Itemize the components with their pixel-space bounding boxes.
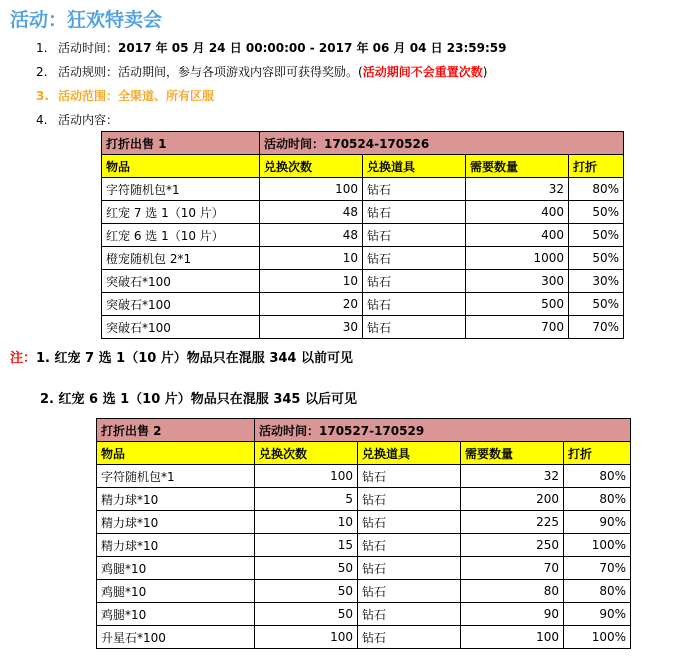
note-1	[10, 347, 353, 366]
cell-count: 50	[255, 580, 358, 603]
cell-item: 精力球*10	[97, 488, 255, 511]
cell-currency: 钻石	[363, 178, 466, 201]
table-time: 活动时间：170527-170529	[255, 419, 631, 442]
table-header-row	[97, 442, 631, 465]
table-row	[102, 316, 624, 339]
table-title-row	[102, 132, 624, 155]
cell-discount: 100%	[564, 626, 631, 649]
cell-count: 30	[260, 316, 363, 339]
activity-time-item	[36, 40, 506, 56]
cell-discount: 80%	[569, 178, 624, 201]
cell-amount: 700	[466, 316, 569, 339]
table-header-row	[102, 155, 624, 178]
rules-highlight: 活动期间不会重置次数	[362, 65, 483, 79]
cell-currency: 钻石	[358, 488, 461, 511]
cell-item: 突破石*100	[102, 293, 260, 316]
activity-time-value: 2017 年 05 月 24 日 00:00:00 - 2017 年 06 月 04 日 23:59:59	[118, 41, 507, 55]
header-amount: 需要数量	[466, 155, 569, 178]
cell-count: 5	[255, 488, 358, 511]
cell-amount: 500	[466, 293, 569, 316]
cell-amount: 200	[461, 488, 564, 511]
table-row	[97, 534, 631, 557]
header-discount: 打折	[569, 155, 624, 178]
cell-amount: 400	[466, 201, 569, 224]
item-number: 3.	[36, 89, 49, 103]
cell-item: 突破石*100	[102, 270, 260, 293]
cell-currency: 钻石	[363, 224, 466, 247]
header-item: 物品	[102, 155, 260, 178]
cell-discount: 80%	[564, 465, 631, 488]
table-title-row	[97, 419, 631, 442]
cell-amount: 32	[461, 465, 564, 488]
cell-discount: 50%	[569, 201, 624, 224]
table-row	[97, 511, 631, 534]
cell-amount: 400	[466, 224, 569, 247]
cell-discount: 70%	[564, 557, 631, 580]
cell-item: 升星石*100	[97, 626, 255, 649]
table-row	[97, 488, 631, 511]
activity-rules-item	[36, 64, 487, 80]
header-count: 兑换次数	[260, 155, 363, 178]
note-1-text: 1. 红宠 7 选 1（10 片）物品只在混服 344 以前可见	[36, 351, 353, 366]
note-2	[40, 388, 357, 407]
item-number: 1.	[36, 41, 48, 55]
note-2-text: 2. 红宠 6 选 1（10 片）物品只在混服 345 以后可见	[40, 392, 357, 407]
cell-discount: 50%	[569, 293, 624, 316]
page-title: 活动：狂欢特卖会	[10, 9, 163, 31]
cell-currency: 钻石	[363, 293, 466, 316]
cell-discount: 100%	[564, 534, 631, 557]
table-row	[97, 580, 631, 603]
cell-count: 50	[255, 603, 358, 626]
item-number: 2.	[36, 65, 48, 79]
header-currency: 兑换道具	[358, 442, 461, 465]
cell-currency: 钻石	[358, 626, 461, 649]
cell-count: 100	[260, 178, 363, 201]
cell-currency: 钻石	[363, 316, 466, 339]
cell-currency: 钻石	[358, 580, 461, 603]
activity-content-text: 活动内容：	[58, 113, 119, 127]
cell-currency: 钻石	[358, 511, 461, 534]
cell-count: 100	[255, 626, 358, 649]
cell-count: 48	[260, 224, 363, 247]
table-row	[102, 178, 624, 201]
cell-currency: 钻石	[358, 603, 461, 626]
cell-item: 鸡腿*10	[97, 603, 255, 626]
activity-content-item	[36, 112, 118, 128]
table-name: 打折出售 2	[97, 419, 255, 442]
item-number: 4.	[36, 113, 48, 127]
cell-count: 50	[255, 557, 358, 580]
activity-time-label: 活动时间：	[58, 41, 119, 55]
activity-scope-item	[36, 88, 214, 104]
cell-item: 精力球*10	[97, 534, 255, 557]
cell-item: 精力球*10	[97, 511, 255, 534]
table-row	[97, 557, 631, 580]
table-row	[102, 270, 624, 293]
cell-item: 字符随机包*1	[97, 465, 255, 488]
cell-amount: 250	[461, 534, 564, 557]
cell-count: 10	[260, 270, 363, 293]
cell-discount: 50%	[569, 247, 624, 270]
discount-table-2	[96, 418, 631, 649]
activity-scope-text: 活动范围：全渠道、所有区服	[58, 89, 215, 103]
activity-rules-label: 活动规则：活动期间，参与各项游戏内容即可获得奖励。(	[58, 65, 363, 79]
cell-amount: 90	[461, 603, 564, 626]
cell-item: 红宠 6 选 1（10 片）	[102, 224, 260, 247]
table-row	[97, 465, 631, 488]
cell-item: 鸡腿*10	[97, 557, 255, 580]
header-amount: 需要数量	[461, 442, 564, 465]
cell-discount: 90%	[564, 511, 631, 534]
cell-amount: 70	[461, 557, 564, 580]
table-time: 活动时间：170524-170526	[260, 132, 624, 155]
cell-count: 10	[255, 511, 358, 534]
header-currency: 兑换道具	[363, 155, 466, 178]
cell-currency: 钻石	[358, 534, 461, 557]
cell-currency: 钻石	[358, 557, 461, 580]
cell-amount: 32	[466, 178, 569, 201]
cell-amount: 80	[461, 580, 564, 603]
header-item: 物品	[97, 442, 255, 465]
cell-discount: 30%	[569, 270, 624, 293]
cell-count: 10	[260, 247, 363, 270]
discount-table-1	[101, 131, 624, 339]
cell-item: 橙宠随机包 2*1	[102, 247, 260, 270]
cell-item: 红宠 7 选 1（10 片）	[102, 201, 260, 224]
table-row	[97, 603, 631, 626]
table-row	[97, 626, 631, 649]
table-row	[102, 293, 624, 316]
note-prefix: 注：	[10, 351, 37, 366]
cell-discount: 50%	[569, 224, 624, 247]
cell-discount: 80%	[564, 580, 631, 603]
cell-currency: 钻石	[363, 247, 466, 270]
cell-amount: 300	[466, 270, 569, 293]
cell-item: 鸡腿*10	[97, 580, 255, 603]
cell-amount: 100	[461, 626, 564, 649]
table-row	[102, 224, 624, 247]
cell-currency: 钻石	[363, 201, 466, 224]
table-row	[102, 201, 624, 224]
cell-count: 15	[255, 534, 358, 557]
cell-discount: 70%	[569, 316, 624, 339]
cell-amount: 225	[461, 511, 564, 534]
header-discount: 打折	[564, 442, 631, 465]
cell-item: 突破石*100	[102, 316, 260, 339]
table-name: 打折出售 1	[102, 132, 260, 155]
cell-currency: 钻石	[363, 270, 466, 293]
cell-count: 48	[260, 201, 363, 224]
cell-discount: 80%	[564, 488, 631, 511]
table-row	[102, 247, 624, 270]
cell-item: 字符随机包*1	[102, 178, 260, 201]
rules-tail: )	[482, 65, 488, 79]
cell-discount: 90%	[564, 603, 631, 626]
cell-currency: 钻石	[358, 465, 461, 488]
header-count: 兑换次数	[255, 442, 358, 465]
cell-count: 20	[260, 293, 363, 316]
cell-amount: 1000	[466, 247, 569, 270]
cell-count: 100	[255, 465, 358, 488]
